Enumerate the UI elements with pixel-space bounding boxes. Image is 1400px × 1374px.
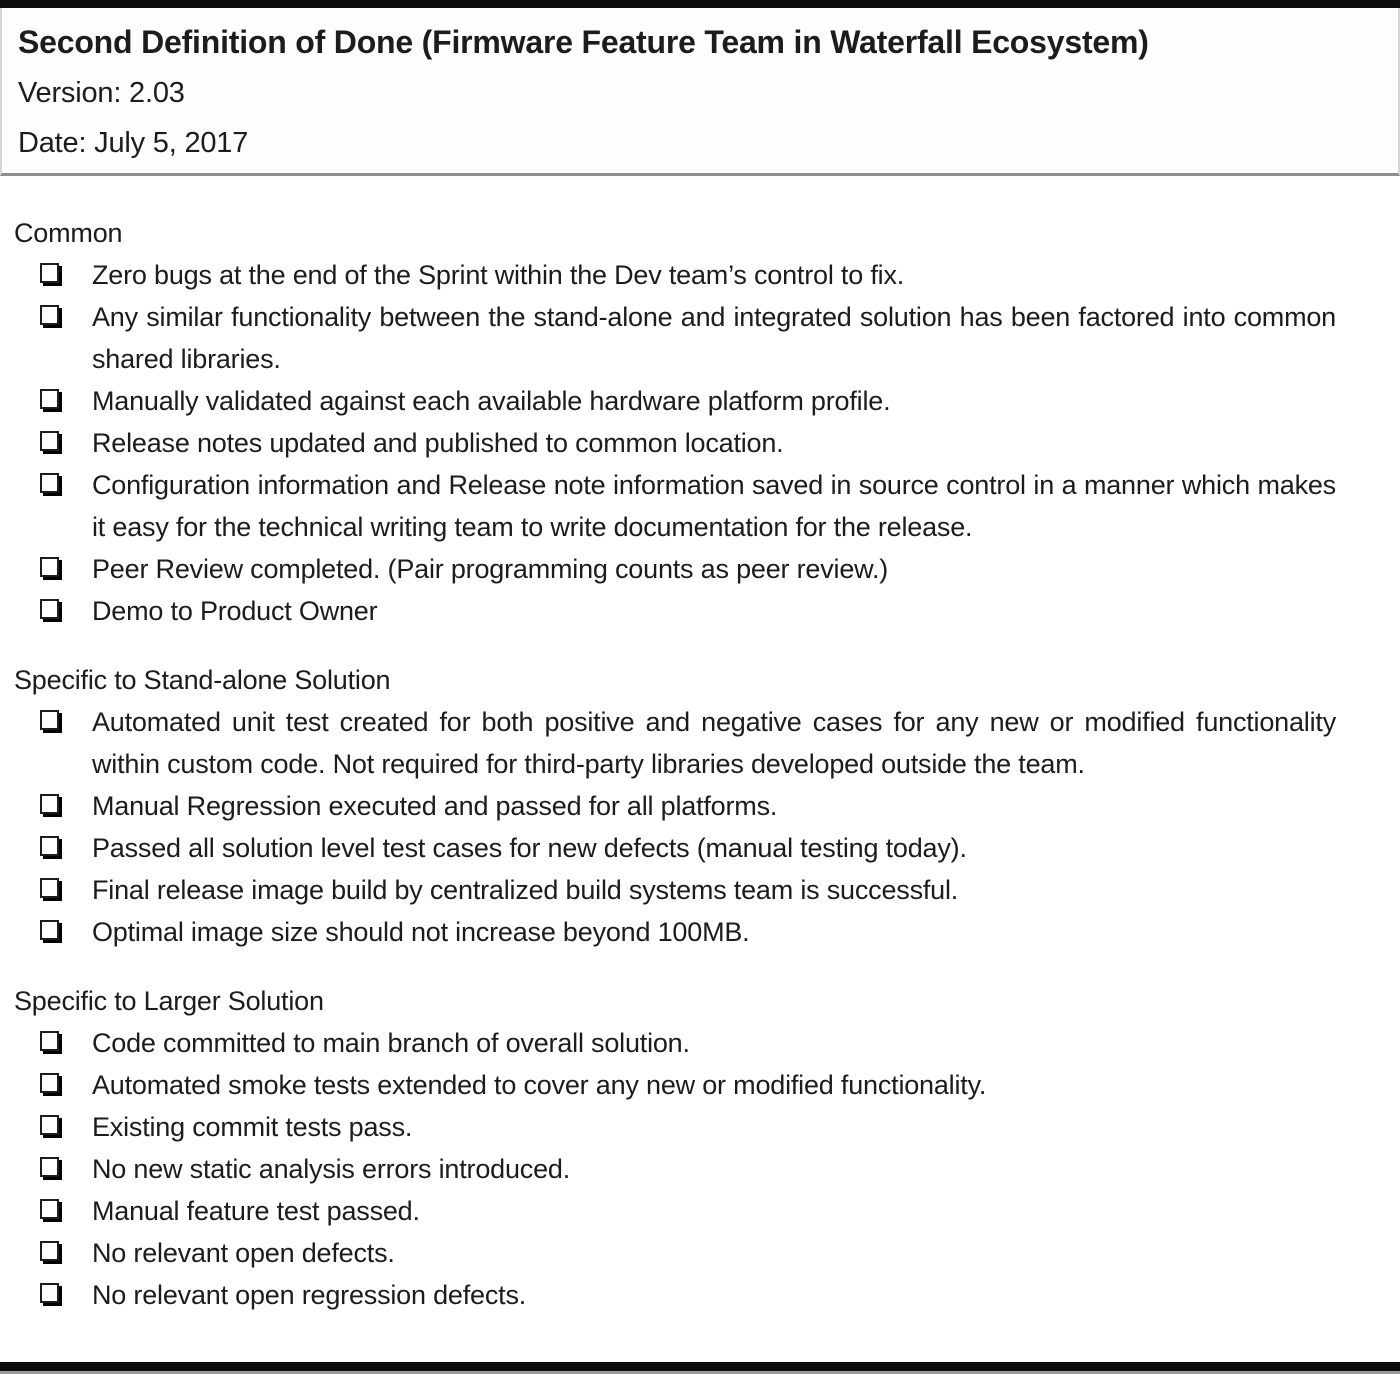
checklist-item [14,1190,1336,1232]
checkbox-icon [40,1031,59,1051]
document-body [0,179,1400,1316]
checkbox-icon [40,710,59,730]
section-common [14,212,1336,632]
checklist-item [14,422,1336,464]
checklist-item [14,785,1336,827]
checklist-item [14,380,1336,422]
checklist-item-label: Existing commit tests pass. [92,1112,413,1142]
checklist-item [14,911,1336,953]
version-text: Version: 2.03 [18,77,185,109]
checklist-item [14,548,1336,590]
checklist-item-label: Zero bugs at the end of the Sprint within the Dev team’s control to fix. [92,260,905,290]
checklist-standalone [14,701,1336,953]
checklist-item [14,1274,1336,1316]
checklist-item [14,296,1336,380]
checklist-item-label: No new static analysis errors introduced. [92,1154,571,1184]
checkbox-icon [40,431,59,451]
checkbox-icon [40,836,59,856]
checklist-item [14,590,1336,632]
checklist-item [14,254,1336,296]
checklist-item-label: Demo to Product Owner [92,596,378,626]
checkbox-icon [40,1283,59,1303]
section-heading-standalone: Specific to Stand-alone Solution [14,665,391,695]
checklist-item-label: Configuration information and Release note information saved in source control in a manner which makes it easy for the technical writing team to write documentation for the release. [92,470,1336,542]
checklist-item [14,701,1336,785]
checkbox-icon [40,1157,59,1177]
checkbox-icon [40,1241,59,1261]
date-text: Date: July 5, 2017 [18,127,249,159]
checklist-item-label: Peer Review completed. (Pair programming counts as peer review.) [92,554,889,584]
checklist-item-label: Code committed to main branch of overall solution. [92,1028,690,1058]
checkbox-icon [40,920,59,940]
checklist-item-label: Final release image build by centralized build systems team is successful. [92,875,959,905]
checklist-item-label: Automated unit test created for both positive and negative cases for any new or modified functionality within custom code. Not required for third-party libraries developed outside the team. [92,707,1336,779]
checkbox-icon [40,305,59,325]
checkbox-icon [40,1073,59,1093]
checklist-item [14,869,1336,911]
checkbox-icon [40,599,59,619]
checklist-item-label: Manually validated against each available hardware platform profile. [92,386,891,416]
page-title: Second Definition of Done (Firmware Feature Team in Waterfall Ecosystem) [18,24,1149,60]
document-header [0,8,1400,176]
checklist-item [14,1106,1336,1148]
section-heading-common: Common [14,218,123,248]
checklist-item-label: Any similar functionality between the stand-alone and integrated solution has been factored into common shared libraries. [92,302,1336,374]
checklist-item-label: Release notes updated and published to common location. [92,428,784,458]
checkbox-icon [40,557,59,577]
checklist-item-label: Passed all solution level test cases for new defects (manual testing today). [92,833,967,863]
checklist-item-label: Automated smoke tests extended to cover any new or modified functionality. [92,1070,987,1100]
checkbox-icon [40,794,59,814]
checkbox-icon [40,1115,59,1135]
checklist-item [14,1148,1336,1190]
checklist-item [14,1232,1336,1274]
checklist-common [14,254,1336,632]
checklist-item-label: No relevant open regression defects. [92,1280,527,1310]
checklist-item-label: Manual Regression executed and passed for all platforms. [92,791,778,821]
bottom-border-bar [0,1362,1400,1371]
checklist-item-label: Manual feature test passed. [92,1196,420,1226]
checklist-item [14,1022,1336,1064]
checklist-item [14,827,1336,869]
section-larger-solution [14,980,1336,1316]
checklist-item [14,1064,1336,1106]
checkbox-icon [40,473,59,493]
section-heading-larger: Specific to Larger Solution [14,986,324,1016]
checkbox-icon [40,389,59,409]
checklist-larger [14,1022,1336,1316]
checklist-item-label: Optimal image size should not increase beyond 100MB. [92,917,750,947]
checkbox-icon [40,263,59,283]
checklist-item [14,464,1336,548]
checkbox-icon [40,878,59,898]
top-border-bar [0,0,1400,8]
checklist-item-label: No relevant open defects. [92,1238,395,1268]
checkbox-icon [40,1199,59,1219]
section-standalone-solution [14,659,1336,953]
